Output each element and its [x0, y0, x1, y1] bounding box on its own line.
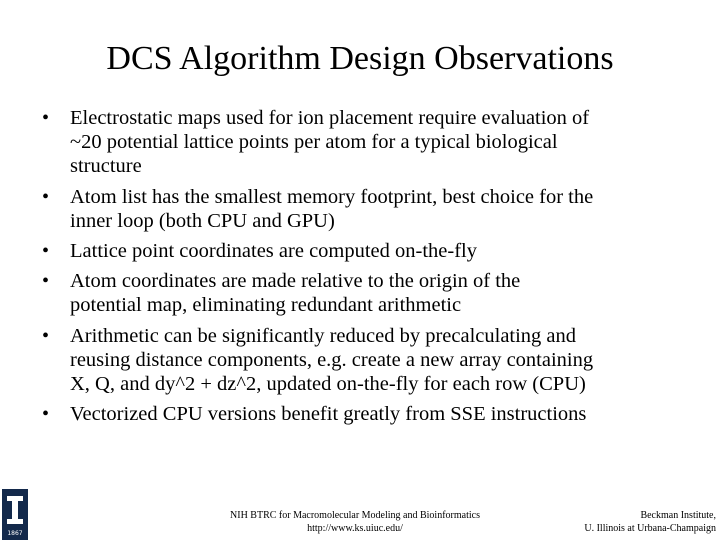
bullet-dot-icon: • [42, 107, 50, 129]
slide-title: DCS Algorithm Design Observations [106, 40, 614, 77]
bullet-item [42, 106, 702, 179]
bullet-text-line: reusing distance components, e.g. create a new array containing [70, 348, 594, 371]
bullet-text-line: Electrostatic maps used for ion placement require evaluation of [70, 107, 590, 129]
bullet-text-line: structure [70, 155, 142, 178]
bullet-text-line: Lattice point coordinates are computed on-the-fly [70, 240, 477, 263]
footer-right [540, 509, 716, 535]
footer-organization: NIH BTRC for Macromolecular Modeling and Bioinformatics [230, 510, 480, 521]
bullet-item [42, 239, 702, 263]
bullet-text-line: Atom list has the smallest memory footprint, best choice for the [70, 185, 594, 208]
bullet-dot-icon: • [42, 403, 50, 426]
bullet-text-line: X, Q, and dy^2 + dz^2, updated on-the-fly for each row (CPU) [70, 373, 586, 396]
bullet-item [42, 185, 702, 233]
bullet-text-line: Vectorized CPU versions benefit greatly from SSE instructions [70, 403, 587, 426]
bullet-text-line: Arithmetic can be significantly reduced by precalculating and [70, 324, 577, 347]
bullet-dot-icon: • [42, 185, 50, 208]
bullet-item [42, 269, 702, 317]
footer-university: U. Illinois at Urbana-Champaign [584, 523, 716, 534]
bullet-text-line: ~20 potential lattice points per atom for a typical biological [70, 131, 558, 154]
footer-institute: Beckman Institute, [640, 510, 716, 521]
bullet-text-line: potential map, eliminating redundant arithmetic [70, 294, 462, 317]
bullet-text-line: Atom coordinates are made relative to the origin of the [70, 270, 521, 293]
illinois-block-i-icon [2, 489, 28, 540]
bullet-item [42, 402, 702, 426]
bullet-dot-icon: • [42, 240, 50, 263]
bullet-item [42, 324, 702, 397]
footer-url: http://www.ks.uiuc.edu/ [307, 523, 403, 534]
footer-center [190, 509, 520, 535]
bullet-text-line: inner loop (both CPU and GPU) [70, 209, 335, 232]
logo-year: 1867 [7, 530, 23, 537]
bullet-dot-icon: • [42, 270, 50, 293]
bullet-dot-icon: • [42, 324, 50, 347]
bullet-list [42, 106, 702, 432]
